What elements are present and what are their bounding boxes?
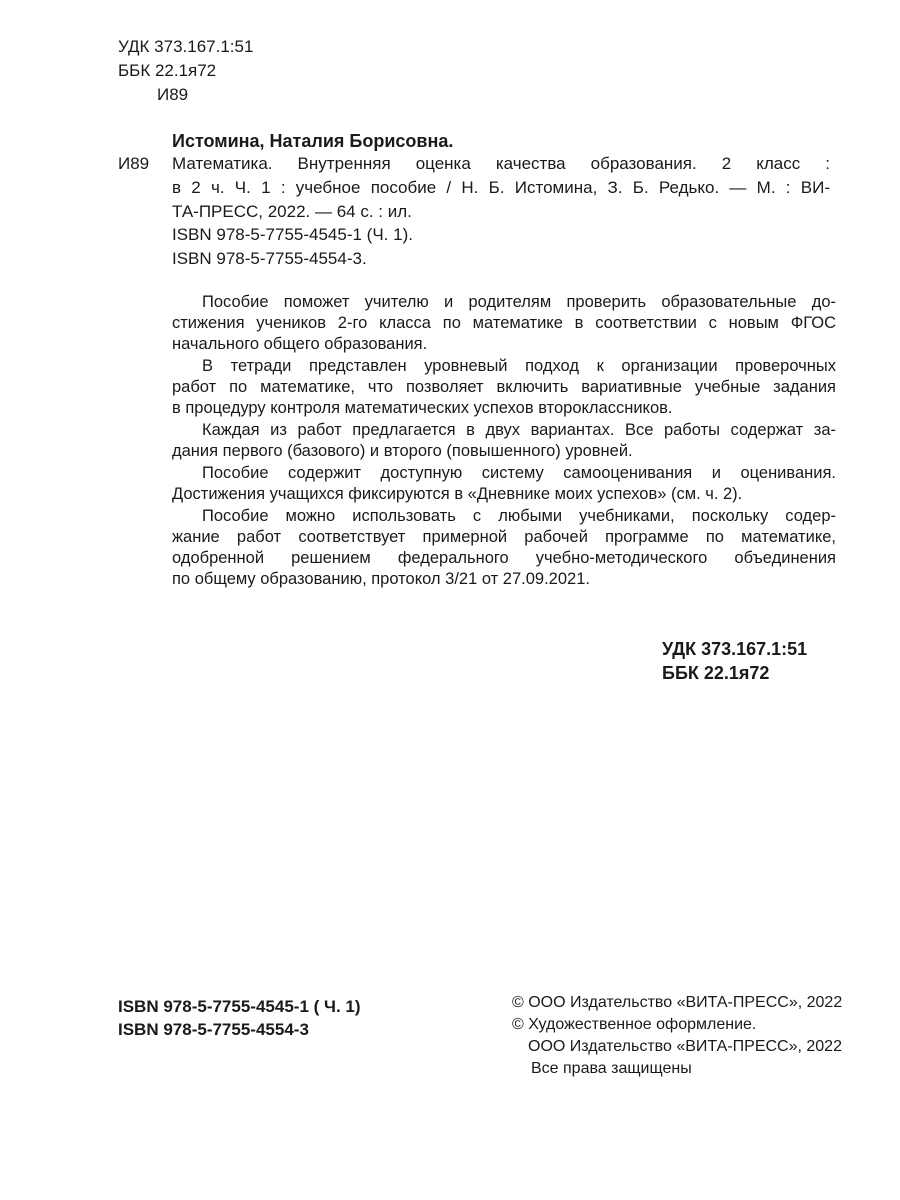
- classification-udk: УДК 373.167.1:51: [662, 639, 808, 659]
- annotation-line: дания первого (базового) и второго (повышенного) уровней.: [172, 442, 633, 460]
- annotation-paragraph-3: [172, 420, 836, 462]
- annotation-line: по общему образованию, протокол 3/21 от 27.09.2021.: [172, 570, 590, 588]
- annotation-line: Пособие поможет учителю и родителям проверить образовательные до-: [202, 293, 836, 311]
- author-heading: Истомина, Наталия Борисовна.: [172, 131, 454, 151]
- annotation-line: работ по математике, что позволяет включить вариативные учебные задания: [172, 378, 836, 396]
- annotation-line: В тетради представлен уровневый подход к организации проверочных: [202, 357, 836, 375]
- annotation-line: Пособие содержит доступную систему самооценивания и оценивания.: [202, 464, 836, 482]
- annotation-line: одобренной решением федерального учебно-методического объединения: [172, 549, 836, 567]
- annotation-line: жание работ соответствует примерной рабочей программе по математике,: [172, 528, 836, 546]
- biblio-isbn-1: ISBN 978-5-7755-4545-1 (Ч. 1).: [172, 225, 413, 244]
- top-udk: УДК 373.167.1:51: [118, 37, 254, 56]
- annotation-line: в процедуру контроля математических успехов второклассников.: [172, 399, 673, 417]
- top-author-mark: И89: [157, 85, 189, 104]
- biblio-isbn-2: ISBN 978-5-7755-4554-3.: [172, 249, 367, 268]
- annotation-line: Достижения учащихся фиксируются в «Дневнике моих успехов» (см. ч. 2).: [172, 485, 743, 503]
- footer-isbn-2: ISBN 978-5-7755-4554-3: [118, 1020, 309, 1039]
- annotation-paragraph-5: [172, 506, 836, 590]
- classification-bbk: ББК 22.1я72: [662, 663, 770, 683]
- annotation-paragraph-2: [172, 356, 836, 419]
- annotation-paragraph-4: [172, 463, 836, 505]
- biblio-line-3: ТА-ПРЕСС, 2022. — 64 с. : ил.: [172, 202, 412, 221]
- annotation-line: начального общего образования.: [172, 335, 428, 353]
- annotation-line: Каждая из работ предлагается в двух вариантах. Все работы содержат за-: [202, 421, 836, 439]
- biblio-author-mark: И89: [118, 154, 150, 173]
- biblio-line-1: Математика. Внутренняя оценка качества образования. 2 класс :: [172, 154, 830, 173]
- footer-copyright-publisher: © ООО Издательство «ВИТА-ПРЕСС», 2022: [512, 994, 843, 1011]
- footer-copyright-design: © Художественное оформление.: [512, 1016, 757, 1033]
- annotation-paragraph-1: [172, 292, 836, 355]
- annotation-line: Пособие можно использовать с любыми учебниками, поскольку содер-: [202, 507, 836, 525]
- footer-isbn-1: ISBN 978-5-7755-4545-1 ( Ч. 1): [118, 997, 361, 1016]
- annotation-line: стижения учеников 2-го класса по математике в соответствии с новым ФГОС: [172, 314, 836, 332]
- footer-rights: Все права защищены: [531, 1060, 692, 1077]
- footer-copyright-design-owner: ООО Издательство «ВИТА-ПРЕСС», 2022: [528, 1038, 842, 1055]
- top-bbk: ББК 22.1я72: [118, 61, 217, 80]
- biblio-line-2: в 2 ч. Ч. 1 : учебное пособие / Н. Б. Истомина, З. Б. Редько. — М. : ВИ-: [172, 178, 830, 197]
